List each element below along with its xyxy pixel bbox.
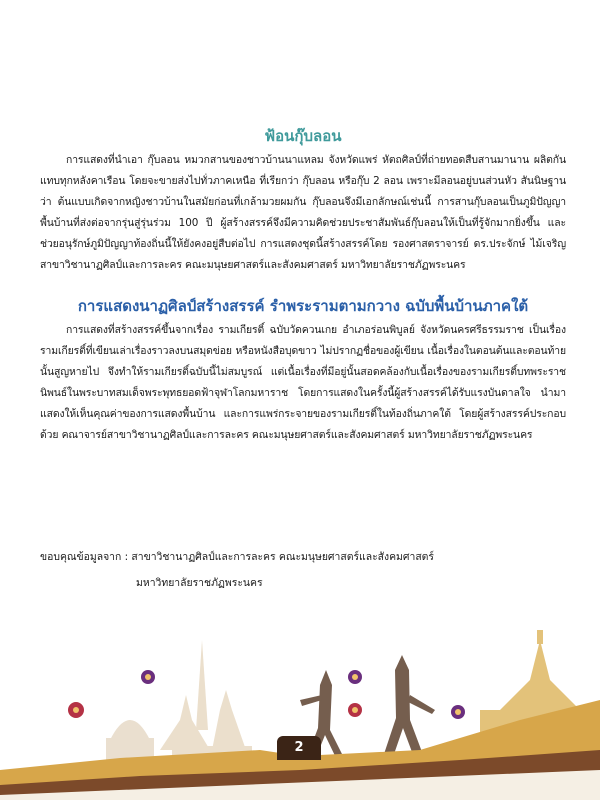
section-title-ram-phra-ram: การแสดงนาฏศิลป์สร้างสรรค์ รำพระรามตามกวาง ฉบับพื้นบ้านภาคใต้: [77, 297, 529, 315]
credit-line-1: สาขาวิชานาฏศิลป์และการละคร คณะมนุษยศาสตร์และสังคมศาสตร์: [131, 551, 434, 563]
footer-illustration: [0, 600, 600, 800]
page-number: 2: [277, 736, 321, 760]
credit-label: ขอบคุณข้อมูลจาก :: [40, 551, 129, 563]
credit-line-2: มหาวิทยาลัยราชภัฏพระนคร: [136, 577, 263, 589]
section-paragraph-fon-kub-lon: การแสดงที่นำเอา กุ๊บลอน หมวกสานของชาวบ้านนาแหลม จังหวัดแพร่ หัตถศิลป์ที่ถ่ายทอดสืบสานมานาน ผลิตกันแทบทุกหลังคาเรือน โดยจะขายส่งไปทั่วภาคเหนือ ที่เรียกว่า กุ๊บลอน หรือกุ๊บ 2 ลอน เพราะมีลอนอยู่บนส่วนหัว สันนิษฐานว่า ต้นแบบเกิดจากหญิงชาวบ้านในสมัยก่อนที่เกล้ามวยผมกัน กุ๊บลอนจึงมีเอกลักษณ์เช่นนี้ การสานกุ๊บลอนเป็นภูมิปัญญาพื้นบ้านที่ส่งต่อจากรุ่นสู่รุ่นร่วม 100 ปี ผู้สร้างสรรค์จึงมีความคิดช่วยประชาสัมพันธ์กุ๊บลอนให้เป็นที่รู้จักมากยิ่งขึ้น และช่วยอนุรักษ์ภูมิปัญญาท้องถิ่นนี้ให้ยังคงอยู่สืบต่อไป การแสดงชุดนี้สร้างสรรค์โดย รองศาสตราจารย์ ดร.ประจักษ์ ไม้เจริญ สาขาวิชานาฏศิลป์และการละคร คณะมนุษยศาสตร์และสังคมศาสตร์ มหาวิทยาลัยราชภัฏพระนคร: [40, 154, 566, 271]
section-title-fon-kub-lon: ฟ้อนกุ๊บลอน: [264, 127, 342, 145]
article-body: [40, 126, 566, 446]
credit-block: [40, 544, 580, 596]
section-paragraph-ram-phra-ram: การแสดงที่สร้างสรรค์ขึ้นจากเรื่อง รามเกียรติ์ ฉบับวัดควนเกย อำเภอร่อนพิบูลย์ จังหวัดนครศรีธรรมราช เป็นเรื่องรามเกียรติ์ที่เขียนเล่าเรื่องราวลงบนสมุดข่อย หรือหนังสือบุดขาว ไม่ปรากฏชื่อของผู้เขียน เนื้อเรื่องในตอนต้นและตอนท้ายนั้นสูญหายไป จึงทำให้รามเกียรติ์ฉบับนี้ไม่สมบูรณ์ แต่เนื้อเรื่องที่มีอยู่นั้นสอดคล้องกับเนื้อเรื่องของรามเกียรติ์บทพระราชนิพนธ์ในพระบาทสมเด็จพระพุทธยอดฟ้าจุฬาโลกมหาราช โดยการแสดงในครั้งนี้ผู้สร้างสรรค์ได้รับแรงบันดาลใจ นำมาแสดงให้เห็นคุณค่าของการแสดงพื้นบ้าน และการแพร่กระจายของรามเกียรติ์ในท้องถิ่นภาคใต้ โดยผู้สร้างสรรค์ประกอบด้วย คณาจารย์สาขาวิชานาฏศิลป์และการละคร คณะมนุษยศาสตร์และสังคมศาสตร์ มหาวิทยาลัยราชภัฏพระนคร: [40, 324, 566, 441]
